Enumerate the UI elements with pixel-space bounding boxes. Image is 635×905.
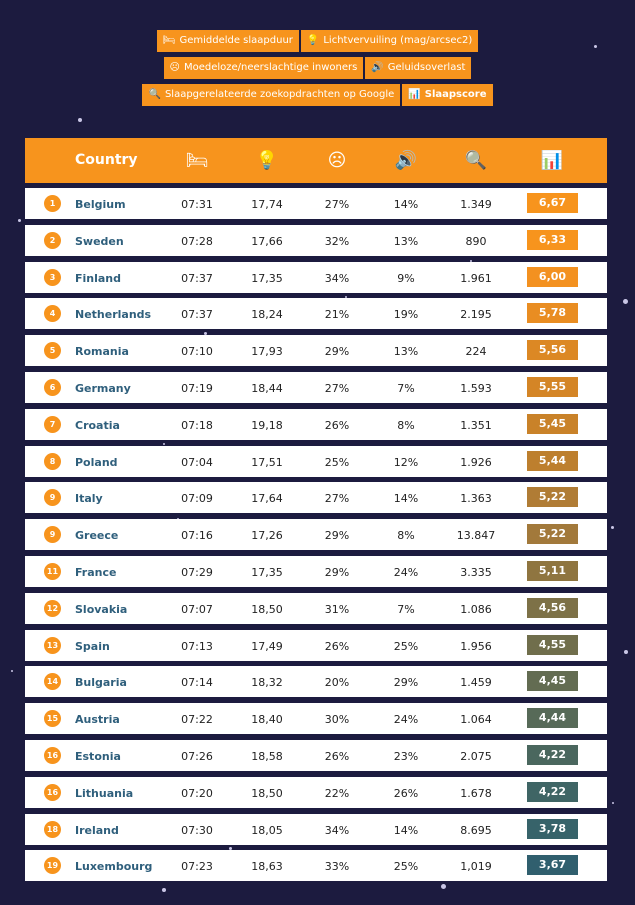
sleep-cell: 07:30 [181, 823, 213, 837]
sleep-cell: 07:13 [181, 639, 213, 653]
noise-cell: 13% [393, 234, 419, 248]
table-header [25, 138, 607, 183]
rank-badge: 7 [44, 416, 61, 433]
legend-label: Moedeloze/neerslachtige inwoners [183, 62, 358, 73]
rank-badge: 13 [44, 637, 61, 654]
searches-cell: 224 [465, 345, 487, 359]
legend [0, 30, 635, 111]
noise-cell: 14% [393, 492, 419, 506]
depressed-cell: 27% [324, 198, 350, 211]
searches-cell: 1,019 [460, 860, 492, 874]
legend-row [0, 84, 635, 106]
sleep-cell: 07:23 [181, 860, 213, 874]
searches-cell: 1.363 [460, 492, 492, 506]
chart-icon: 📊 [408, 89, 421, 100]
score-badge: 5,22 [527, 524, 578, 544]
table-row [25, 556, 607, 587]
noise-cell: 8% [397, 529, 415, 543]
country-name: Lithuania [75, 786, 134, 800]
score-badge: 5,56 [527, 340, 578, 360]
sleep-cell: 07:37 [181, 271, 213, 285]
rank-badge: 11 [44, 563, 61, 580]
country-name: Netherlands [75, 308, 152, 322]
table-row [25, 666, 607, 697]
noise-cell: 9% [397, 271, 415, 285]
legend-label: Lichtvervuiling (mag/arcsec2) [323, 35, 473, 46]
country-name: Bulgaria [75, 676, 127, 690]
searches-cell: 1.459 [460, 676, 492, 690]
rank-badge: 9 [44, 526, 61, 543]
depressed-cell: 26% [324, 750, 350, 763]
depressed-cell: 26% [324, 418, 350, 432]
legend-item [164, 57, 364, 79]
score-badge: 3,67 [527, 855, 578, 875]
table-row [25, 446, 607, 477]
star-dot [78, 118, 82, 122]
table-row [25, 814, 607, 845]
country-name: Belgium [75, 198, 126, 211]
chart-icon: 📊 [540, 150, 564, 171]
country-name: France [75, 566, 117, 579]
score-badge: 3,78 [527, 819, 578, 839]
searches-cell: 2.195 [460, 308, 492, 322]
light-cell: 17,93 [251, 345, 283, 359]
legend-item [301, 30, 478, 52]
depressed-cell: 30% [324, 713, 350, 727]
legend-item [142, 84, 400, 106]
searches-cell: 1.678 [460, 786, 492, 800]
country-name: Finland [75, 271, 122, 285]
rank-badge: 6 [44, 379, 61, 396]
sleep-cell: 07:31 [181, 198, 213, 211]
star-dot [162, 888, 166, 892]
light-cell: 18,58 [251, 750, 283, 763]
sleep-cell: 07:19 [181, 382, 213, 395]
rank-badge: 18 [44, 821, 61, 838]
bed-icon: 🛏 [162, 35, 176, 46]
rank-badge: 12 [44, 600, 61, 617]
sleep-cell: 07:37 [181, 308, 213, 322]
noise-cell: 12% [393, 455, 419, 469]
table-row [25, 372, 607, 403]
noise-cell: 25% [393, 639, 419, 653]
light-cell: 18,50 [251, 786, 283, 800]
table-row [25, 298, 607, 329]
lightbulb-icon: 💡 [306, 35, 320, 46]
noise-cell: 25% [393, 860, 419, 874]
light-cell: 17,35 [251, 271, 283, 285]
sleep-cell: 07:22 [181, 713, 213, 727]
searches-cell: 1.593 [460, 382, 492, 395]
country-name: Greece [75, 529, 119, 543]
sleep-cell: 07:18 [181, 418, 213, 432]
depressed-cell: 31% [324, 602, 350, 616]
rank-badge: 19 [44, 857, 61, 874]
score-badge: 6,00 [527, 267, 578, 287]
rank-badge: 16 [44, 747, 61, 764]
light-cell: 18,24 [251, 308, 283, 322]
country-name: Spain [75, 639, 110, 653]
sad-face-icon: ☹ [327, 150, 347, 171]
score-badge: 6,33 [527, 230, 578, 250]
depressed-cell: 32% [324, 234, 350, 248]
depressed-cell: 29% [324, 566, 350, 579]
sleep-cell: 07:28 [181, 234, 213, 248]
depressed-cell: 22% [324, 786, 350, 800]
depressed-cell: 25% [324, 455, 350, 469]
table-row [25, 262, 607, 293]
table-row [25, 482, 607, 513]
table-row [25, 519, 607, 550]
depressed-cell: 26% [324, 639, 350, 653]
light-cell: 18,63 [251, 860, 283, 874]
depressed-cell: 34% [324, 271, 350, 285]
depressed-cell: 33% [324, 860, 350, 874]
sleep-cell: 07:07 [181, 602, 213, 616]
sleep-cell: 07:16 [181, 529, 213, 543]
legend-item [157, 30, 299, 52]
rank-badge: 8 [44, 453, 61, 470]
light-cell: 17,74 [251, 198, 283, 211]
star-dot [11, 670, 13, 672]
depressed-cell: 27% [324, 382, 350, 395]
light-cell: 17,26 [251, 529, 283, 543]
table-row [25, 740, 607, 771]
sleep-score-table [25, 138, 607, 874]
rank-badge: 9 [44, 489, 61, 506]
noise-cell: 19% [393, 308, 419, 322]
noise-cell: 24% [393, 713, 419, 727]
score-badge: 5,55 [527, 377, 578, 397]
sleep-cell: 07:29 [181, 566, 213, 579]
searches-cell: 1.956 [460, 639, 492, 653]
legend-row [0, 30, 635, 52]
rank-badge: 4 [44, 305, 61, 322]
rank-badge: 2 [44, 232, 61, 249]
light-cell: 19,18 [251, 418, 283, 432]
score-badge: 4,44 [527, 708, 578, 728]
rank-badge: 3 [44, 269, 61, 286]
star-dot [18, 219, 21, 222]
score-badge: 4,22 [527, 745, 578, 765]
noise-cell: 7% [397, 382, 415, 395]
rank-badge: 15 [44, 710, 61, 727]
country-name: Croatia [75, 418, 120, 432]
legend-label: Gemiddelde slaapduur [179, 35, 293, 46]
rank-badge: 16 [44, 784, 61, 801]
score-badge: 5,22 [527, 487, 578, 507]
searches-cell: 8.695 [460, 823, 492, 837]
star-dot [612, 802, 614, 804]
score-badge: 4,22 [527, 782, 578, 802]
light-cell: 17,64 [251, 492, 283, 506]
light-cell: 17,51 [251, 455, 283, 469]
searches-cell: 2.075 [460, 750, 492, 763]
country-name: Slovakia [75, 602, 128, 616]
table-row [25, 225, 607, 256]
sleep-cell: 07:10 [181, 345, 213, 359]
sleep-cell: 07:09 [181, 492, 213, 506]
sleep-cell: 07:14 [181, 676, 213, 690]
table-row [25, 703, 607, 734]
searches-cell: 1.961 [460, 271, 492, 285]
legend-label: Slaapgerelateerde zoekopdrachten op Google [164, 89, 395, 100]
table-row [25, 188, 607, 219]
country-name: Poland [75, 455, 118, 469]
country-name: Ireland [75, 823, 119, 837]
legend-item [402, 84, 492, 106]
light-cell: 18,40 [251, 713, 283, 727]
table-row [25, 335, 607, 366]
searches-cell: 1.349 [460, 198, 492, 211]
speaker-icon: 🔊 [371, 62, 384, 73]
score-badge: 4,45 [527, 671, 578, 691]
noise-cell: 14% [393, 823, 419, 837]
noise-cell: 23% [393, 750, 419, 763]
table-row [25, 630, 607, 661]
legend-label: Slaapscore [424, 89, 487, 100]
speaker-icon: 🔊 [394, 150, 418, 171]
country-name: Luxembourg [75, 860, 153, 874]
noise-cell: 24% [393, 566, 419, 579]
searches-cell: 3.335 [460, 566, 492, 579]
table-row [25, 850, 607, 881]
legend-item [365, 57, 471, 79]
score-badge: 6,67 [527, 193, 578, 213]
score-badge: 5,11 [527, 561, 578, 581]
sleep-cell: 07:20 [181, 786, 213, 800]
table-row [25, 409, 607, 440]
light-cell: 18,32 [251, 676, 283, 690]
depressed-cell: 34% [324, 823, 350, 837]
noise-cell: 13% [393, 345, 419, 359]
searches-cell: 1.926 [460, 455, 492, 469]
country-name: Estonia [75, 750, 121, 763]
searches-cell: 13.847 [456, 529, 496, 543]
light-cell: 17,35 [251, 566, 283, 579]
depressed-cell: 21% [324, 308, 350, 322]
bed-icon: 🛏 [185, 150, 209, 171]
star-dot [611, 526, 614, 529]
searches-cell: 890 [465, 234, 487, 248]
sleep-cell: 07:26 [181, 750, 213, 763]
noise-cell: 26% [393, 786, 419, 800]
lightbulb-icon: 💡 [255, 150, 279, 171]
table-row [25, 593, 607, 624]
depressed-cell: 27% [324, 492, 350, 506]
score-badge: 4,55 [527, 635, 578, 655]
depressed-cell: 29% [324, 529, 350, 543]
rank-badge: 5 [44, 342, 61, 359]
sleep-cell: 07:04 [181, 455, 213, 469]
country-name: Germany [75, 382, 131, 395]
rank-badge: 14 [44, 673, 61, 690]
score-badge: 5,44 [527, 451, 578, 471]
sad-face-icon: ☹ [169, 62, 180, 73]
depressed-cell: 20% [324, 676, 350, 690]
score-badge: 4,56 [527, 598, 578, 618]
noise-cell: 14% [393, 198, 419, 211]
rank-badge: 1 [44, 195, 61, 212]
star-dot [623, 299, 628, 304]
searches-cell: 1.351 [460, 418, 492, 432]
star-dot [624, 650, 628, 654]
country-name: Sweden [75, 234, 124, 248]
noise-cell: 29% [393, 676, 419, 690]
score-badge: 5,78 [527, 303, 578, 323]
light-cell: 18,50 [251, 602, 283, 616]
light-cell: 17,66 [251, 234, 283, 248]
light-cell: 18,44 [251, 382, 283, 395]
light-cell: 18,05 [251, 823, 283, 837]
search-icon: 🔍 [464, 150, 488, 171]
light-cell: 17,49 [251, 639, 283, 653]
column-header-country: Country [75, 152, 138, 168]
country-name: Austria [75, 713, 120, 727]
noise-cell: 8% [397, 418, 415, 432]
table-row [25, 777, 607, 808]
depressed-cell: 29% [324, 345, 350, 359]
searches-cell: 1.064 [460, 713, 492, 727]
legend-label: Geluidsoverlast [387, 62, 466, 73]
country-name: Romania [75, 345, 129, 359]
star-dot [441, 884, 446, 889]
country-name: Italy [75, 492, 103, 506]
noise-cell: 7% [397, 602, 415, 616]
score-badge: 5,45 [527, 414, 578, 434]
legend-row [0, 57, 635, 79]
searches-cell: 1.086 [460, 602, 492, 616]
search-icon: 🔍 [148, 89, 161, 100]
